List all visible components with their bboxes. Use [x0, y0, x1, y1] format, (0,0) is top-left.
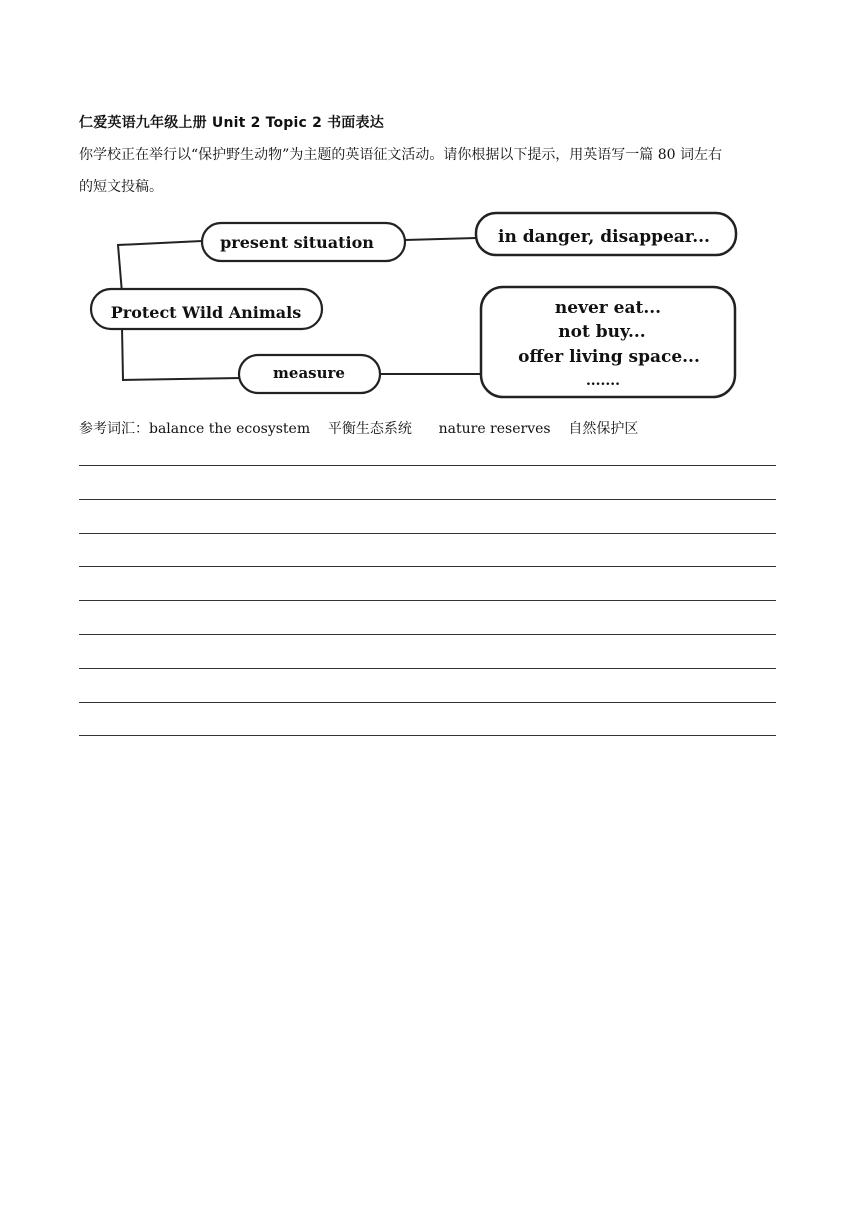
worksheet-title: 仁爱英语九年级上册 Unit 2 Topic 2 书面表达	[79, 115, 384, 131]
node-measure-label: measure	[273, 364, 345, 382]
measure-detail-1: never eat...	[554, 298, 662, 318]
node-in-danger	[476, 213, 736, 255]
instruction-line-2: 的短文投稿。	[79, 179, 163, 195]
answer-line[interactable]	[79, 499, 776, 500]
measure-detail-4: .......	[585, 373, 621, 389]
node-protect-wild-animals	[91, 289, 322, 329]
answer-line[interactable]	[79, 465, 776, 466]
node-center-label: Protect Wild Animals	[110, 303, 302, 322]
answer-lines	[79, 465, 776, 769]
node-measures-detail	[481, 287, 735, 397]
reference-vocabulary: 参考词汇：balance the ecosystem 平衡生态系统 nature reserves 自然保护区	[79, 421, 639, 437]
answer-line[interactable]	[79, 600, 776, 601]
node-present-situation-label: present situation	[220, 233, 374, 252]
node-measure	[239, 355, 380, 393]
instruction-line-1: 你学校正在举行以“保护野生动物”为主题的英语征文活动。请你根据以下提示，用英语写一篇 80 词左右	[79, 147, 723, 163]
answer-line[interactable]	[79, 735, 776, 736]
node-in-danger-label: in danger, disappear...	[498, 227, 710, 247]
answer-line[interactable]	[79, 702, 776, 703]
answer-line[interactable]	[79, 634, 776, 635]
measure-detail-2: not buy...	[558, 322, 646, 342]
mind-map-diagram	[78, 205, 748, 405]
node-present-situation	[202, 223, 405, 261]
answer-line[interactable]	[79, 668, 776, 669]
answer-line[interactable]	[79, 533, 776, 534]
answer-line[interactable]	[79, 566, 776, 567]
measure-detail-3: offer living space...	[518, 347, 700, 367]
